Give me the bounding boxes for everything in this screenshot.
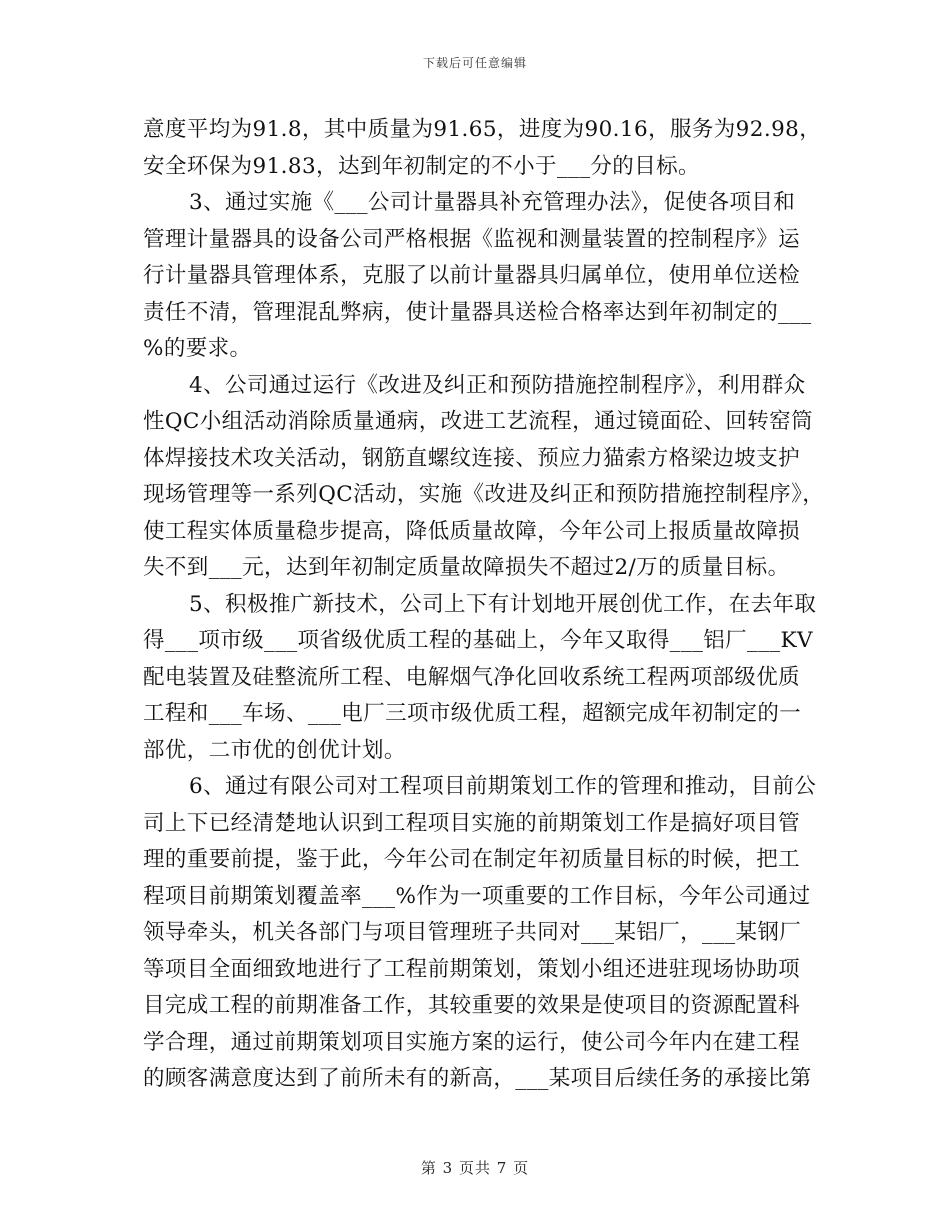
text-line: 领导牵头，机关各部门与项目管理班子共同对___某铝厂，___某钢厂 [143,920,802,945]
text-line: 目完成工程的前期准备工作，其较重要的效果是使项目的资源配置科 [143,993,801,1018]
paragraph-6-start: 6、通过有限公司对工程项目前期策划工作的管理和推动，目前公 [189,774,817,799]
text-line: 失不到___元，达到年初制定质量故障损失不超过2/万的质量目标。 [143,555,790,580]
text-line: 部优，二市优的创优计划。 [143,737,406,763]
text-line: 学合理，通过前期策划项目实施方案的运行，使公司今年内在建工程 [143,1029,801,1055]
text-line: 责任不清，管理混乱弊病，使计量器具送检合格率达到年初制定的___ [143,299,812,325]
text-line: 安全环保为91.83，达到年初制定的不小于___分的目标。 [143,153,700,179]
text-line: 管理计量器具的设备公司严格根据《监视和测量装置的控制程序》运 [143,226,801,252]
paragraph-4-start: 4、公司通过运行《改进及纠正和预防措施控制程序》，利用群众 [189,372,806,398]
document-body [143,112,825,1098]
text-line: 体焊接技术攻关活动，钢筋直螺纹连接、预应力猫索方格梁边坡支护 [143,445,801,471]
text-line: 等项目全面细致地进行了工程前期策划，策划小组还进驻现场协助项 [143,956,801,982]
text-line: 配电装置及硅整流所工程、电解烟气净化回收系统工程两项部级优质 [143,664,801,690]
text-line: 程项目前期策划覆盖率___%作为一项重要的工作目标，今年公司通过 [143,883,811,909]
paragraph-5-start: 5、积极推广新技术，公司上下有计划地开展创优工作，在去年取 [189,591,817,617]
text-line: 使工程实体质量稳步提高，降低质量故障，今年公司上报质量故障损 [143,518,801,544]
text-line: 得___项市级___项省级优质工程的基础上，今年又取得___铝厂___KV [143,628,813,653]
text-line: 工程和___车场、___电厂三项市级优质工程，超额完成年初制定的一 [143,701,802,726]
text-line: 行计量器具管理体系，克服了以前计量器具归属单位，使用单位送检 [143,263,801,288]
text-line: 理的重要前提，鉴于此，今年公司在制定年初质量目标的时候，把工 [143,847,801,872]
text-line: 现场管理等一系列QC活动，实施《改进及纠正和预防措施控制程序》， [143,482,825,507]
page-number-footer: 第 3 页共 7 页 [420,1159,530,1177]
text-line: 的顾客满意度达到了前所未有的新高，___某项目后续任务的承接比第 [143,1066,812,1091]
text-line: 性QC小组活动消除质量通病，改进工艺流程，通过镜面砼、回转窑筒 [143,409,813,434]
text-line: 意度平均为91.8，其中质量为91.65，进度为90.16，服务为92.98， [143,117,822,142]
page-header-note: 下载后可任意编辑 [422,56,527,70]
text-line: %的要求。 [143,336,252,361]
text-line: 司上下已经清楚地认识到工程项目实施的前期策划工作是搞好项目管 [143,810,801,836]
paragraph-3-start: 3、通过实施《___公司计量器具补充管理办法》，促使各项目和 [189,190,796,215]
